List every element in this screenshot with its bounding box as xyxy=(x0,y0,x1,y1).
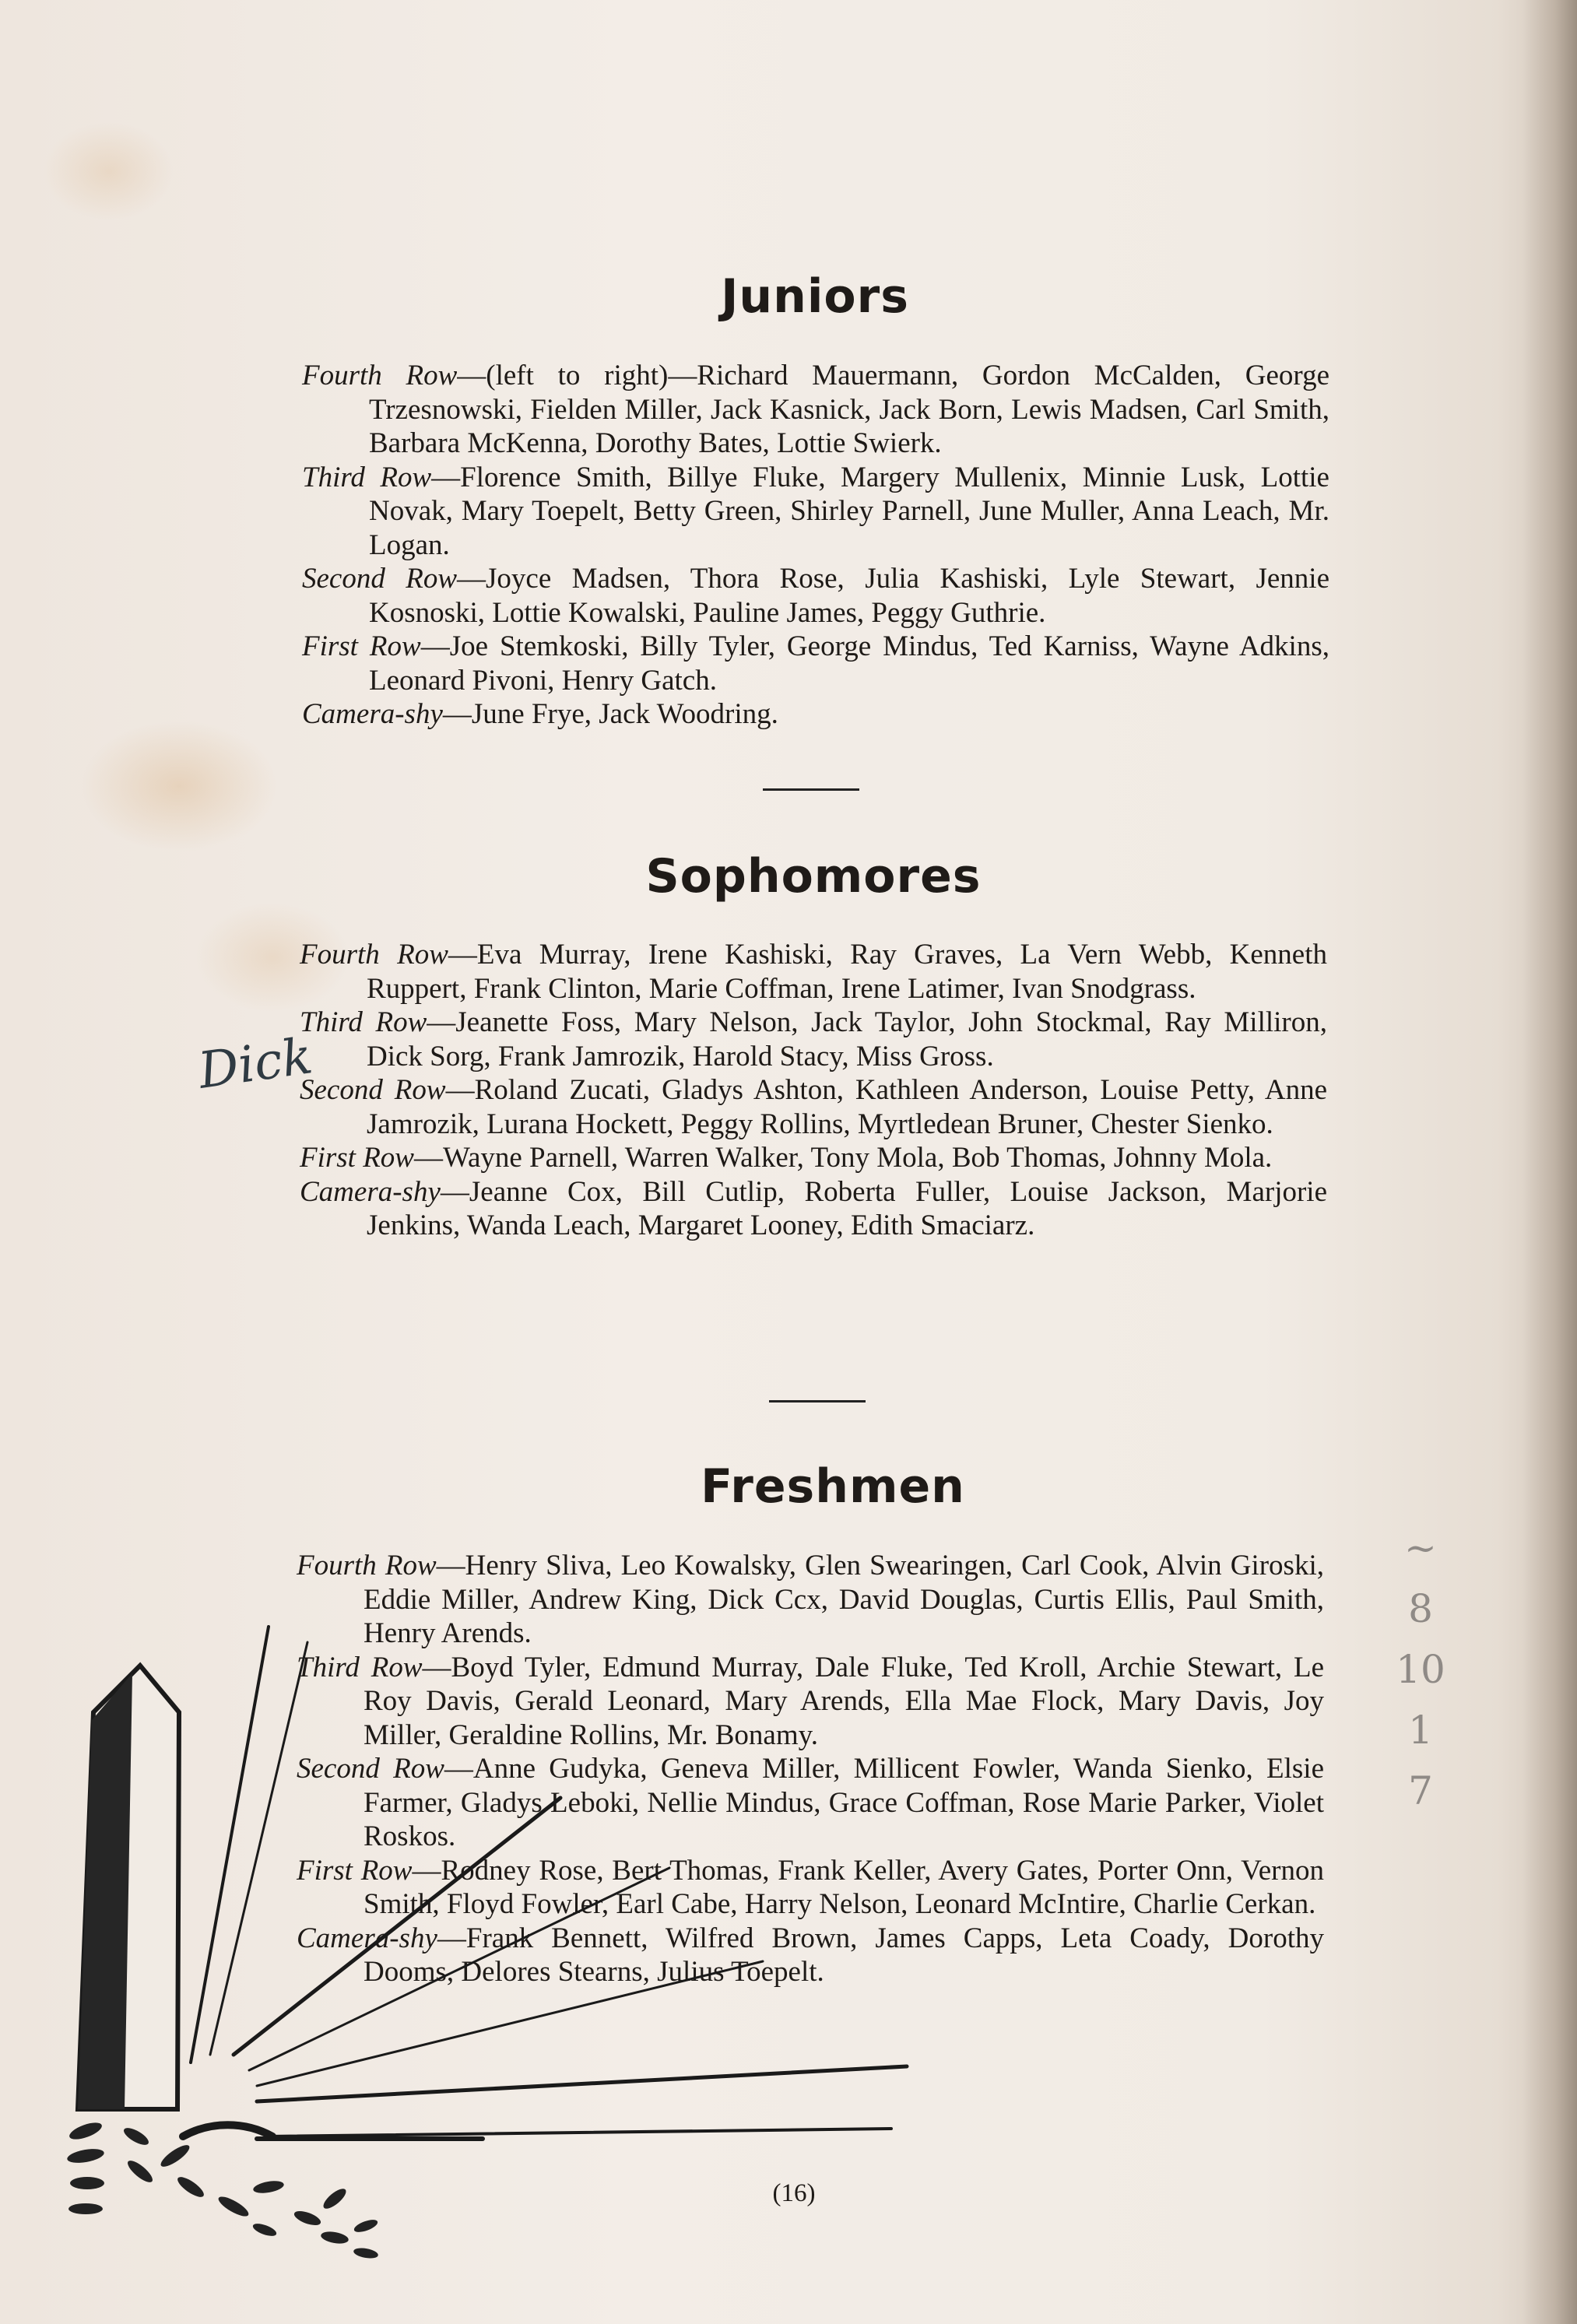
row-label: Fourth Row xyxy=(302,360,458,391)
pencil-marks xyxy=(1374,1518,1467,1821)
row-label: First Row xyxy=(300,1142,414,1174)
row-label: Camera-shy xyxy=(297,1922,437,1954)
pencil-mark: 1 xyxy=(1408,1708,1433,1753)
row-label: Third Row xyxy=(302,461,432,493)
row-names: —Jeanne Cox, Bill Cutlip, Roberta Fuller, Louise Jackson, Marjorie Jenkins, Wanda Leach, Margaret Looney, Edith Smaciarz. xyxy=(367,1175,1327,1241)
juniors-heading: Juniors xyxy=(721,269,909,324)
row-label: Fourth Row xyxy=(297,1550,437,1582)
row-names: —Jeanette Foss, Mary Nelson, Jack Taylor, John Stockmal, Ray Milliron, Dick Sorg, Frank Jamrozik, Harold Stacy, Miss Gross. xyxy=(367,1006,1327,1072)
sophomores-heading: Sophomores xyxy=(645,849,982,904)
freshmen-heading: Freshmen xyxy=(701,1459,965,1514)
row-label: Third Row xyxy=(297,1651,423,1683)
row-names: —Roland Zucati, Gladys Ashton, Kathleen Anderson, Louise Petty, Anne Jamrozik, Lurana Hockett, Peggy Rollins, Myrtledean Bruner, Chester Sienko. xyxy=(367,1074,1327,1140)
row-names: —Joyce Madsen, Thora Rose, Julia Kashiski, Lyle Stewart, Jennie Kosnoski, Lottie Kowalski, Pauline James, Peggy Guthrie. xyxy=(369,563,1329,629)
binding-shadow xyxy=(1523,0,1577,2324)
row-names: —Frank Bennett, Wilfred Brown, James Capps, Leta Coady, Dorothy Dooms, Delores Stearns, Julius Toepelt. xyxy=(364,1922,1324,1988)
row-names: —Eva Murray, Irene Kashiski, Ray Graves, La Vern Webb, Kenneth Ruppert, Frank Clinton, Marie Coffman, Irene Latimer, Ivan Snodgrass. xyxy=(367,939,1328,1005)
pencil-mark: 8 xyxy=(1408,1586,1433,1631)
row-label: Second Row xyxy=(300,1074,446,1106)
row-names: —Anne Gudyka, Geneva Miller, Millicent Fowler, Wanda Sienko, Elsie Farmer, Gladys Leboki, Nellie Mindus, Grace Coffman, Rose Marie Parker, Violet Roskos. xyxy=(364,1753,1324,1852)
row-label: First Row xyxy=(302,630,421,662)
handwritten-margin-note: Dick xyxy=(195,1027,316,1101)
row-label: Second Row xyxy=(297,1753,444,1785)
row-label: First Row xyxy=(297,1854,413,1887)
row-names: —Joe Stemkoski, Billy Tyler, George Mindus, Ted Karniss, Wayne Adkins, Leonard Pivoni, Henry Gatch. xyxy=(369,630,1329,697)
row-label: Camera-shy xyxy=(300,1175,441,1208)
pencil-mark: 10 xyxy=(1396,1647,1445,1692)
page-number: (16) xyxy=(772,2179,816,2207)
row-names: —Boyd Tyler, Edmund Murray, Dale Fluke, Ted Kroll, Archie Stewart, Le Roy Davis, Gerald Leonard, Mary Arends, Ella Mae Flock, Mary Davis, Joy Miller, Geraldine Rollins, Mr. Bonamy. xyxy=(364,1651,1324,1751)
row-label: Second Row xyxy=(302,563,458,595)
pencil-mark: ~ xyxy=(1404,1525,1437,1571)
row-names: —Florence Smith, Billye Fluke, Margery Mullenix, Minnie Lusk, Lottie Novak, Mary Toepelt, Betty Green, Shirley Parnell, June Muller, Anna Leach, Mr. Logan. xyxy=(369,461,1329,561)
row-label: Third Row xyxy=(300,1006,427,1038)
row-names: —(left to right)—Richard Mauermann, Gordon McCalden, George Trzesnowski, Fielden Miller, Jack Kasnick, Jack Born, Lewis Madsen, Carl Smith, Barbara McKenna, Dorothy Bates, Lottie Swierk. xyxy=(369,360,1329,459)
row-label: Camera-shy xyxy=(302,698,443,730)
row-names: —Henry Sliva, Leo Kowalsky, Glen Swearingen, Carl Cook, Alvin Giroski, Eddie Miller, Andrew King, Dick Ccx, David Douglas, Curtis Ellis, Paul Smith, Henry Arends. xyxy=(364,1550,1324,1649)
row-names: —June Frye, Jack Woodring. xyxy=(442,698,778,730)
pencil-mark: 7 xyxy=(1408,1768,1433,1813)
row-names: —Wayne Parnell, Warren Walker, Tony Mola, Bob Thomas, Johnny Mola. xyxy=(414,1142,1273,1174)
row-names: —Rodney Rose, Bert Thomas, Frank Keller, Avery Gates, Porter Onn, Vernon Smith, Floyd Fowler, Earl Cabe, Harry Nelson, Leonard McIntire, Charlie Cerkan. xyxy=(364,1854,1324,1920)
row-label: Fourth Row xyxy=(300,939,448,971)
